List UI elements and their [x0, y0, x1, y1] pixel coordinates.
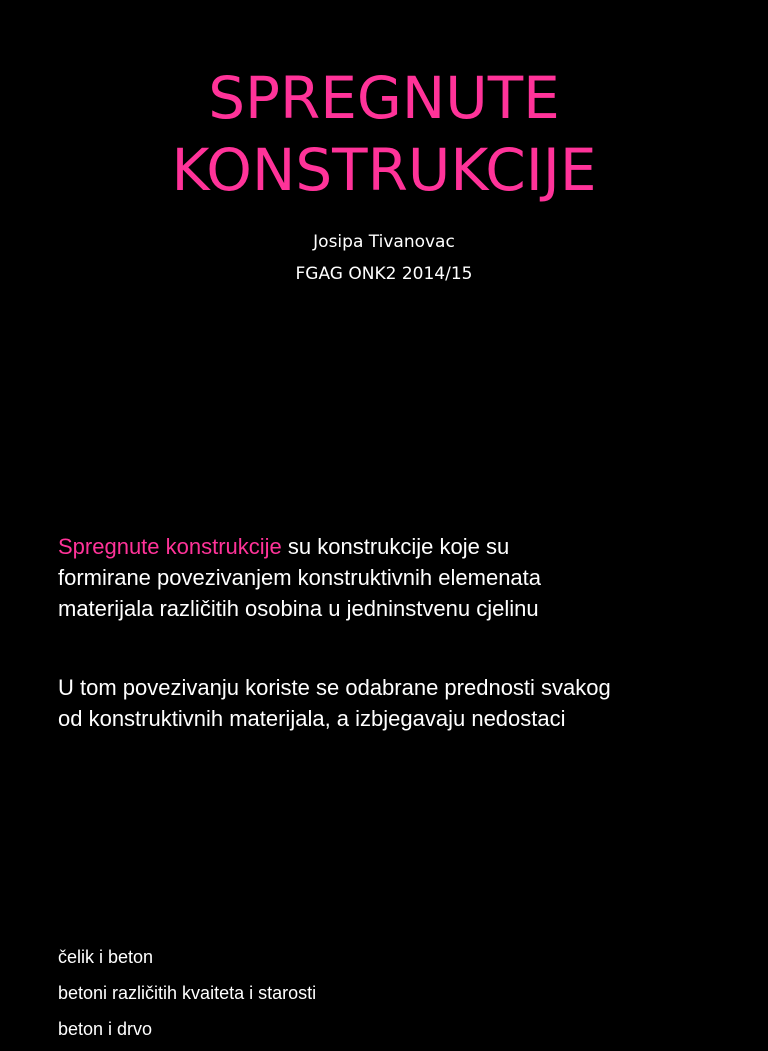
advantages-paragraph — [58, 672, 738, 734]
course-info: FGAG ONK2 2014/15 — [295, 264, 473, 284]
material-combinations-list — [58, 943, 316, 1051]
list-item: čelik i beton — [58, 947, 154, 967]
definition-line-1-rest: su konstrukcije koje su — [281, 534, 510, 559]
definition-line-3: materijala različitih osobina u jedninstvenu cjelinu — [58, 596, 539, 621]
title-slide-heading — [0, 62, 768, 206]
advantages-line-2: od konstruktivnih materijala, a izbjegavaju nedostaci — [58, 706, 566, 731]
definition-line-2: formirane povezivanjem konstruktivnih elemenata — [58, 565, 542, 590]
advantages-line-1: U tom povezivanju koriste se odabrane prednosti svakog — [58, 675, 611, 700]
title-line-2: KONSTRUKCIJE — [171, 136, 597, 204]
list-item: beton i drvo — [58, 1019, 153, 1039]
definition-term: Spregnute konstrukcije — [58, 534, 282, 559]
title-line-1: SPREGNUTE — [208, 64, 560, 132]
definition-paragraph — [58, 531, 738, 624]
author-name: Josipa Tivanovac — [313, 232, 455, 252]
list-item: betoni različitih kvaiteta i starosti — [58, 983, 317, 1003]
